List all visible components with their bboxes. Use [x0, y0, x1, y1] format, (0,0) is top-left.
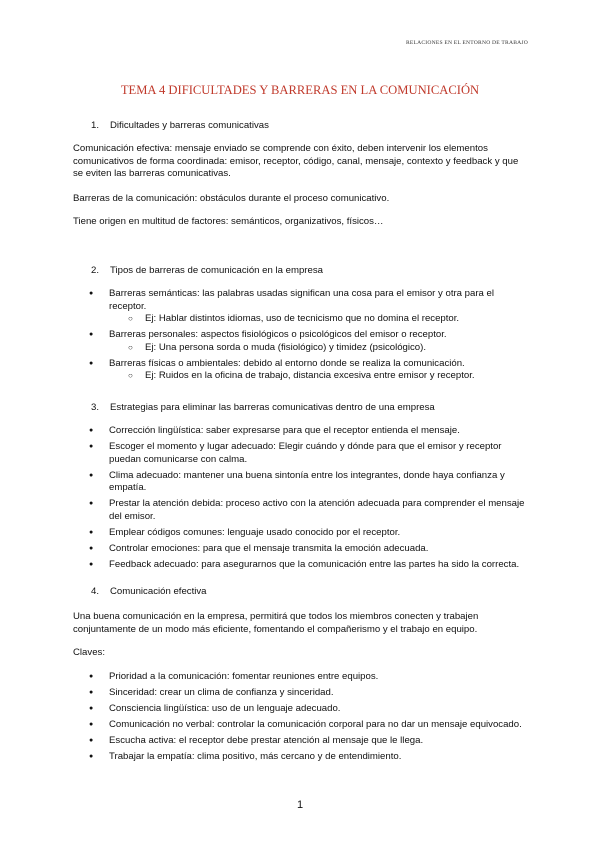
sub-list-item: ○ Ej: Ruidos en la oficina de trabajo, distancia excesiva entre emisor y receptor.	[109, 370, 531, 383]
list-item: ● Prioridad a la comunicación: fomentar reuniones entre equipos.	[73, 671, 531, 684]
list-item: ● Clima adecuado: mantener una buena sintonía entre los integrantes, donde haya confianza y empatía.	[73, 470, 531, 495]
list-item: ● Emplear códigos comunes: lenguaje usado conocido por el receptor.	[73, 527, 531, 540]
section-4-heading	[91, 586, 207, 599]
list-item-text: Barreras físicas o ambientales: debido al entorno donde se realiza la comunicación.	[109, 357, 465, 369]
list-item: ● Feedback adecuado: para asegurarnos que la comunicación entre las partes ha sido la correcta.	[73, 559, 531, 572]
s2-bullet-list	[73, 288, 531, 386]
list-item	[73, 329, 531, 354]
page-number: 1	[296, 799, 304, 811]
section-2-title: Tipos de barreras de comunicación en la empresa	[110, 265, 323, 276]
list-item: ● Controlar emociones: para que el mensaje transmita la emoción adecuada.	[73, 543, 531, 556]
list-item: ● Sinceridad: crear un clima de confianza y sinceridad.	[73, 687, 531, 700]
s1-paragraph-3: Tiene origen en multitud de factores: semánticos, organizativos, físicos…	[73, 216, 384, 227]
section-3-title: Estrategias para eliminar las barreras comunicativas dentro de una empresa	[110, 402, 435, 413]
list-item	[73, 358, 531, 383]
list-item-text: Barreras personales: aspectos fisiológicos o psicológicos del emisor o receptor.	[109, 329, 447, 341]
list-item: ● Trabajar la empatía: clima positivo, más cercano y de entendimiento.	[73, 751, 531, 764]
s4-bullet-list	[73, 671, 531, 767]
section-4-title: Comunicación efectiva	[110, 586, 207, 597]
sub-list	[109, 313, 531, 326]
page-title: TEMA 4 DIFICULTADES Y BARRERAS EN LA COMUNICACIÓN	[120, 83, 480, 98]
sub-list-item: ○ Ej: Hablar distintos idiomas, uso de tecnicismo que no domina el receptor.	[109, 313, 531, 326]
list-item	[73, 288, 531, 326]
claves-label: Claves:	[73, 647, 105, 658]
list-item: ● Escoger el momento y lugar adecuado: Elegir cuándo y dónde para que el emisor y receptor puedan comunicarse con calma.	[73, 441, 531, 466]
list-item: ● Consciencia lingüística: uso de un lenguaje adecuado.	[73, 703, 531, 716]
s1-paragraph-2: Barreras de la comunicación: obstáculos durante el proceso comunicativo.	[73, 193, 390, 204]
list-item: ● Comunicación no verbal: controlar la comunicación corporal para no dar un mensaje equivocado.	[73, 719, 531, 732]
sub-list-item: ○ Ej: Una persona sorda o muda (fisiológico) y timidez (psicológico).	[109, 342, 531, 355]
section-2-heading	[91, 265, 323, 278]
running-header: RELACIONES EN EL ENTORNO DE TRABAJO	[405, 40, 528, 46]
section-1-title: Dificultades y barreras comunicativas	[110, 120, 269, 131]
section-3-number: 3.	[91, 402, 100, 413]
section-2-number: 2.	[91, 265, 100, 276]
section-1-number: 1.	[91, 120, 100, 131]
list-item: ● Corrección lingüística: saber expresarse para que el receptor entienda el mensaje.	[73, 425, 531, 438]
s3-bullet-list	[73, 425, 531, 575]
s1-paragraph-1: Comunicación efectiva: mensaje enviado se comprende con éxito, deben intervenir los elementos comunicativos de forma coordinada: emisor, receptor, código, canal, mensaje, contexto y feedback y que se eviten las barreras comunicativas.	[73, 143, 519, 180]
section-4-number: 4.	[91, 586, 100, 597]
list-item-text: Barreras semánticas: las palabras usadas significan una cosa para el emisor y otra para el receptor.	[109, 288, 495, 312]
sub-list	[109, 342, 531, 355]
s4-paragraph-1: Una buena comunicación en la empresa, permitirá que todos los miembros conecten y trabajen conjuntamente de un modo más eficiente, fomentando el compañerismo y el trabajo en equipo.	[73, 611, 479, 635]
list-item: ● Escucha activa: el receptor debe prestar atención al mensaje que le llega.	[73, 735, 531, 748]
sub-list	[109, 370, 531, 383]
section-3-heading	[91, 402, 435, 415]
list-item: ● Prestar la atención debida: proceso activo con la atención adecuada para comprender el mensaje del emisor.	[73, 498, 531, 523]
section-1-heading	[91, 120, 269, 133]
